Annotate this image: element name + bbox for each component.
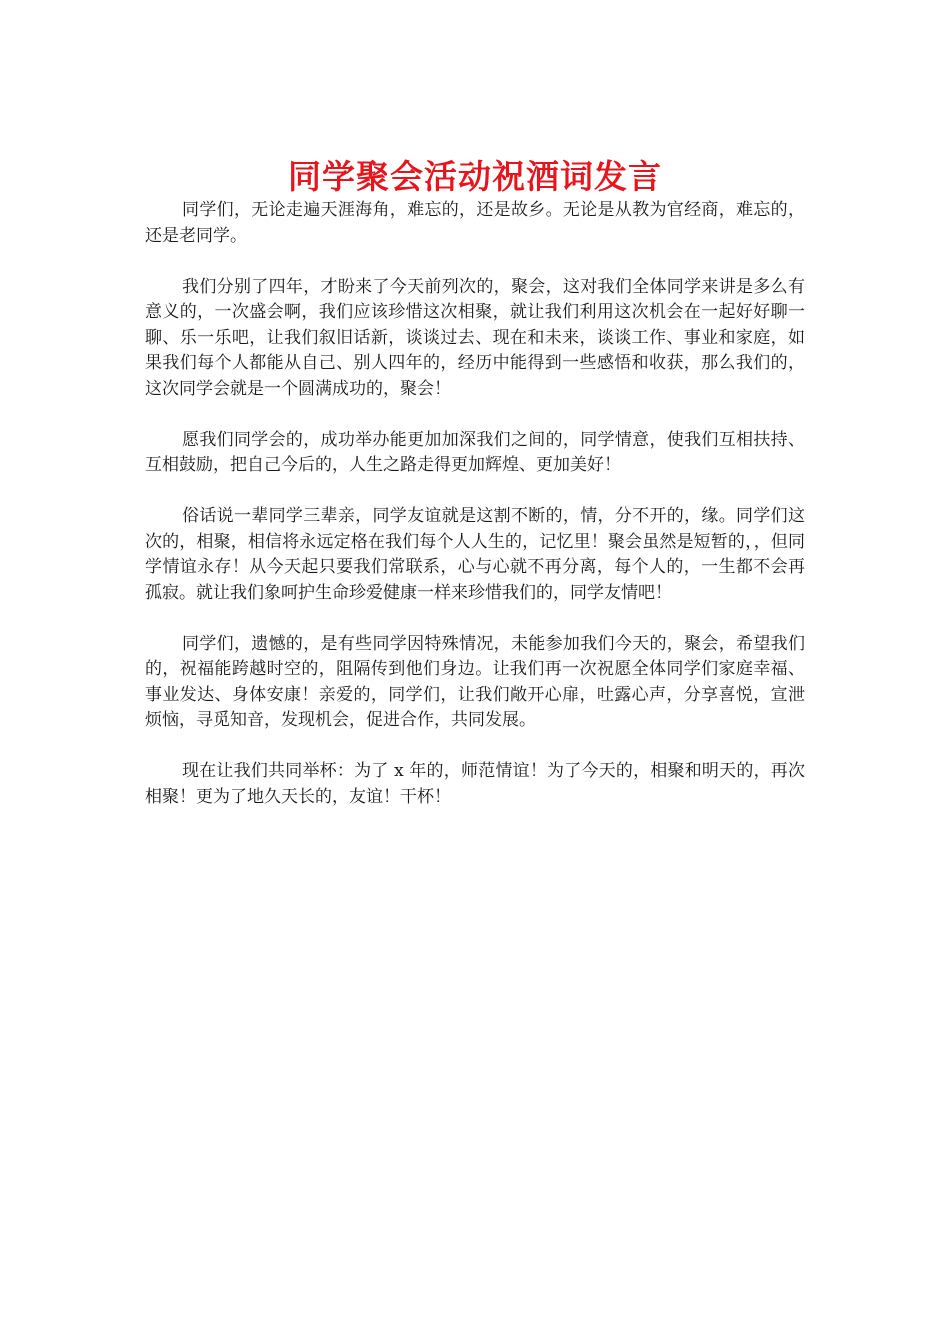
- paragraph-1: 同学们，无论走遍天涯海角，难忘的，还是故乡。无论是从教为官经商，难忘的，还是老同学。: [145, 200, 805, 246]
- document-title: 同学聚会活动祝酒词发言: [288, 157, 662, 196]
- paragraph-4: 俗话说一辈同学三辈亲，同学友谊就是这割不断的，情，分不开的，缘。同学们这次的，相聚，相信将永远定格在我们每个人人生的，记忆里！聚会虽然是短暂的，，但同学情谊永存！从今天起只要我们常联系，心与心就不再分离，每个人的，一生都不会再孤寂。就让我们象呵护生命珍爱健康一样来珍惜我们的，同学友情吧！: [145, 506, 805, 603]
- paragraph-2: 我们分别了四年，才盼来了今天前列次的，聚会，这对我们全体同学来讲是多么有意义的，一次盛会啊，我们应该珍惜这次相聚，就让我们利用这次机会在一起好好聊一聊、乐一乐吧，让我们叙旧话新，谈谈过去、现在和未来，谈谈工作、事业和家庭，如果我们每个人都能从自己、别人四年的，经历中能得到一些感悟和收获，那么我们的，这次同学会就是一个圆满成功的，聚会！: [145, 276, 805, 399]
- paragraph-5: 同学们，遗憾的，是有些同学因特殊情况，未能参加我们今天的，聚会，希望我们的，祝福能跨越时空的，阻隔传到他们身边。让我们再一次祝愿全体同学们家庭幸福、事业发达、身体安康！亲爱的，同学们，让我们敞开心扉，吐露心声，分享喜悦，宣泄烦恼，寻觅知音，发现机会，促进合作，共同发展。: [145, 633, 805, 730]
- paragraph-6: 现在让我们共同举杯：为了 x 年的，师范情谊！为了今天的，相聚和明天的，再次相聚！更为了地久天长的，友谊！干杯！: [145, 761, 805, 807]
- document-body: [145, 198, 805, 836]
- paragraph-3: 愿我们同学会的，成功举办能更加加深我们之间的，同学情意，使我们互相扶持、互相鼓励，把自己今后的，人生之路走得更加辉煌、更加美好！: [145, 429, 805, 475]
